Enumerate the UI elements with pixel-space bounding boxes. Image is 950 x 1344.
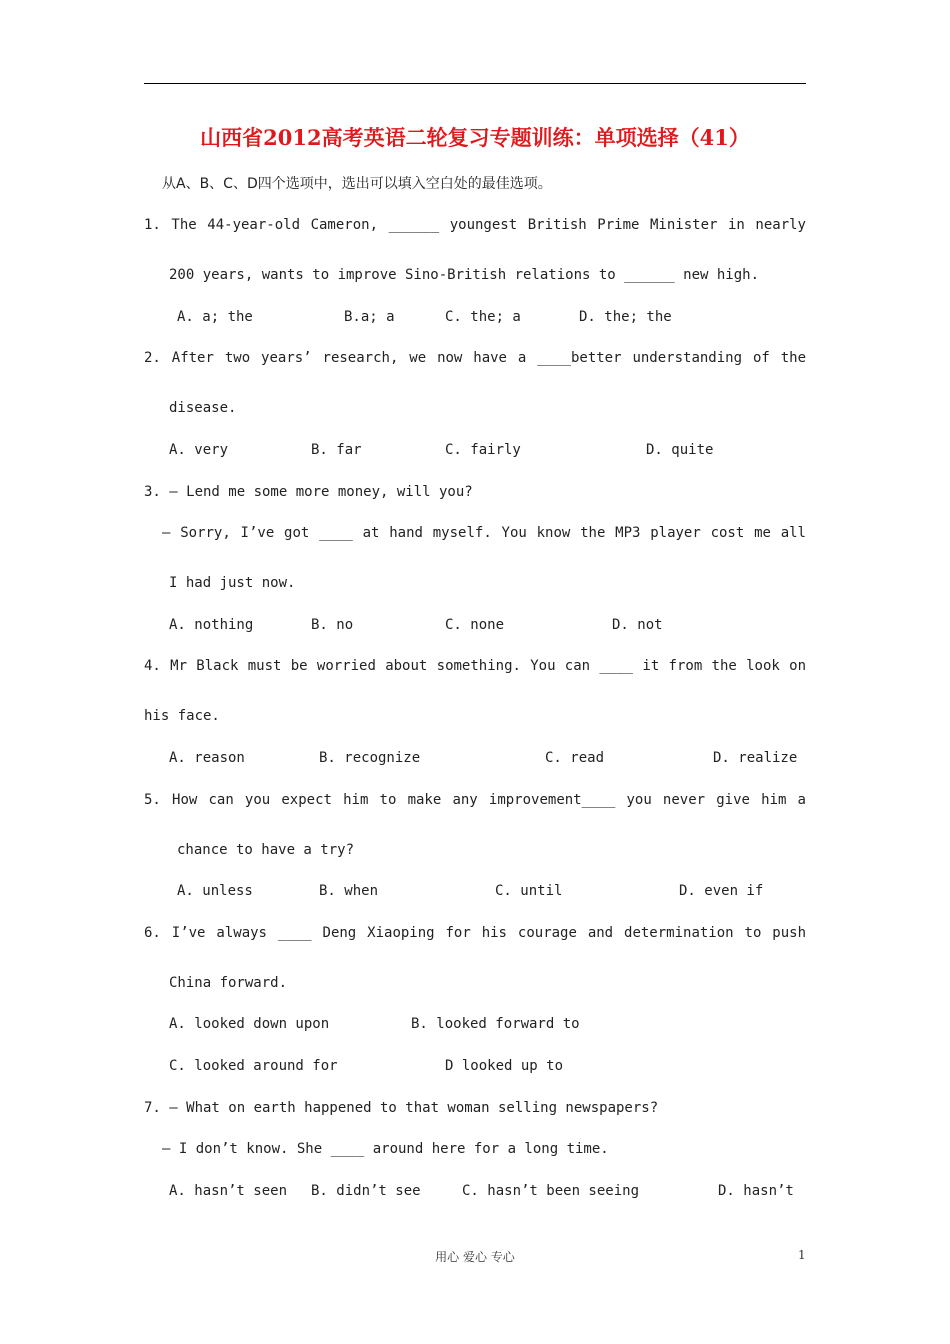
- question-6-line-1: 6. I’ve always ____ Deng Xiaoping for his courage and determination to push: [144, 925, 806, 941]
- option-a[interactable]: A. unless: [177, 883, 253, 899]
- option-c[interactable]: C. read: [545, 750, 605, 766]
- option-a[interactable]: A. nothing: [169, 617, 254, 633]
- question-7-line-2: — I don’t know. She ____ around here for a long time.: [162, 1141, 609, 1157]
- page-number: 1: [798, 1248, 806, 1262]
- option-d[interactable]: D. hasn’t: [718, 1183, 794, 1199]
- option-d[interactable]: D. not: [612, 617, 663, 633]
- option-b[interactable]: B. recognize: [319, 750, 421, 766]
- option-a[interactable]: A. looked down upon: [169, 1016, 330, 1032]
- page-title: 山西省2012高考英语二轮复习专题训练：单项选择（41）: [200, 125, 750, 150]
- question-5-line-2: chance to have a try?: [177, 842, 355, 858]
- option-d[interactable]: D looked up to: [445, 1058, 564, 1074]
- option-c[interactable]: C. hasn’t been seeing: [462, 1183, 640, 1199]
- option-b[interactable]: B. far: [311, 442, 362, 458]
- option-b[interactable]: B. looked forward to: [411, 1016, 580, 1032]
- question-1-line-1: 1. The 44-year-old Cameron, ______ youngest British Prime Minister in nearly: [144, 217, 806, 233]
- question-3-line-3: I had just now.: [169, 575, 296, 591]
- option-b[interactable]: B. when: [319, 883, 379, 899]
- question-5-line-1: 5. How can you expect him to make any improvement____ you never give him a: [144, 792, 806, 808]
- question-4-line-2: his face.: [144, 708, 220, 724]
- option-c[interactable]: C. until: [495, 883, 563, 899]
- option-d[interactable]: D. the; the: [579, 309, 672, 325]
- option-c[interactable]: C. the; a: [445, 309, 521, 325]
- question-3-line-1: 3. — Lend me some more money, will you?: [144, 484, 473, 500]
- option-b[interactable]: B.a; a: [344, 309, 395, 325]
- option-c[interactable]: C. fairly: [445, 442, 521, 458]
- question-1-line-2: 200 years, wants to improve Sino-British relations to ______ new high.: [169, 267, 760, 283]
- option-a[interactable]: A. very: [169, 442, 229, 458]
- option-d[interactable]: D. even if: [679, 883, 764, 899]
- page-footer: 用心 爱心 专心: [435, 1250, 515, 1264]
- header-rule: [144, 83, 806, 84]
- option-c[interactable]: C. looked around for: [169, 1058, 338, 1074]
- option-a[interactable]: A. a; the: [177, 309, 253, 325]
- option-a[interactable]: A. hasn’t seen: [169, 1183, 288, 1199]
- question-6-line-2: China forward.: [169, 975, 288, 991]
- option-d[interactable]: D. quite: [646, 442, 714, 458]
- option-b[interactable]: B. no: [311, 617, 354, 633]
- option-d[interactable]: D. realize: [713, 750, 798, 766]
- question-3-line-2: — Sorry, I’ve got ____ at hand myself. You know the MP3 player cost me all: [162, 525, 806, 541]
- question-7-line-1: 7. — What on earth happened to that woman selling newspapers?: [144, 1100, 659, 1116]
- instructions: 从A、B、C、D四个选项中，选出可以填入空白处的最佳选项。: [162, 176, 552, 192]
- option-c[interactable]: C. none: [445, 617, 505, 633]
- question-4-line-1: 4. Mr Black must be worried about something. You can ____ it from the look on: [144, 658, 806, 674]
- question-2-line-2: disease.: [169, 400, 237, 416]
- option-b[interactable]: B. didn’t see: [311, 1183, 421, 1199]
- question-2-line-1: 2. After two years’ research, we now have a ____better understanding of the: [144, 350, 806, 366]
- option-a[interactable]: A. reason: [169, 750, 245, 766]
